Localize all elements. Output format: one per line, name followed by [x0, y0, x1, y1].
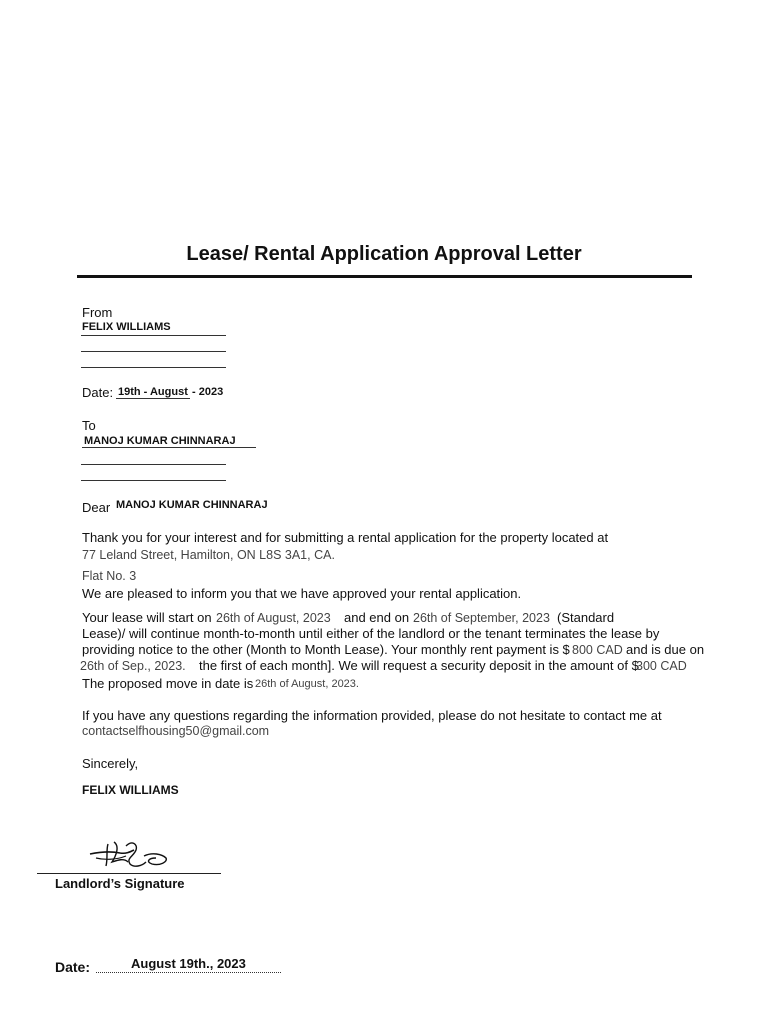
- lease-end-label: and end on: [344, 610, 410, 625]
- due-date: 26th of Sep., 2023.: [80, 659, 186, 673]
- date-year: - 2023: [192, 386, 224, 398]
- lease-end-date: 26th of September, 2023: [413, 611, 550, 625]
- sign-date-label: Date:: [55, 959, 91, 975]
- date-label: Date:: [82, 385, 114, 400]
- from-name: FELIX WILLIAMS: [82, 321, 171, 333]
- property-address: 77 Leland Street, Hamilton, ON L8S 3A1, CA.: [82, 548, 335, 562]
- move-in-date: 26th of August, 2023.: [255, 678, 359, 690]
- approval-statement: We are pleased to inform you that we have approved your rental application.: [82, 586, 522, 601]
- contact-email[interactable]: contactselfhousing50@gmail.com: [82, 724, 270, 738]
- title-rule: [77, 275, 692, 278]
- body-intro: Thank you for your interest and for submitting a rental application for the property located at: [82, 530, 609, 545]
- from-line-2: [81, 351, 226, 352]
- deposit-amount: 300 CAD: [636, 659, 687, 673]
- closing-name: FELIX WILLIAMS: [82, 783, 179, 797]
- from-line-1: [81, 335, 226, 336]
- date-value: 19th - August: [116, 386, 190, 399]
- signature-label: Landlord’s Signature: [55, 876, 185, 891]
- lease-start-label: Your lease will start on: [82, 610, 212, 625]
- letter-title: Lease/ Rental Application Approval Letter: [186, 243, 582, 265]
- due-label: and is due on: [626, 642, 705, 657]
- lease-type: (Standard: [557, 610, 615, 625]
- rent-amount: 800 CAD: [572, 643, 623, 657]
- lease-start-date: 26th of August, 2023: [216, 611, 331, 625]
- signature-line: [37, 873, 221, 874]
- to-label: To: [82, 418, 96, 433]
- to-line-3: [81, 480, 226, 481]
- dear-label: Dear: [82, 500, 111, 515]
- flat-number: Flat No. 3: [82, 569, 137, 583]
- questions-text: If you have any questions regarding the information provided, please do not hesitate to contact me at: [82, 708, 662, 723]
- lease-terms-line: Lease)/ will continue month-to-month until either of the landlord or the tenant terminates the lease by: [82, 626, 660, 641]
- to-line-2: [81, 464, 226, 465]
- to-name: MANOJ KUMAR CHINNARAJ: [82, 435, 256, 448]
- dear-name: MANOJ KUMAR CHINNARAJ: [116, 499, 268, 511]
- from-label: From: [82, 305, 113, 320]
- closing-sincerely: Sincerely,: [82, 756, 139, 771]
- sign-date-value: August 19th., 2023: [131, 956, 246, 971]
- move-in-label: The proposed move in date is: [82, 676, 254, 691]
- handwritten-signature: [86, 836, 172, 872]
- deposit-line: the first of each month]. We will request a security deposit in the amount of $: [199, 658, 639, 673]
- rent-line: providing notice to the other (Month to Month Lease). Your monthly rent payment is $: [82, 642, 570, 657]
- from-line-3: [81, 367, 226, 368]
